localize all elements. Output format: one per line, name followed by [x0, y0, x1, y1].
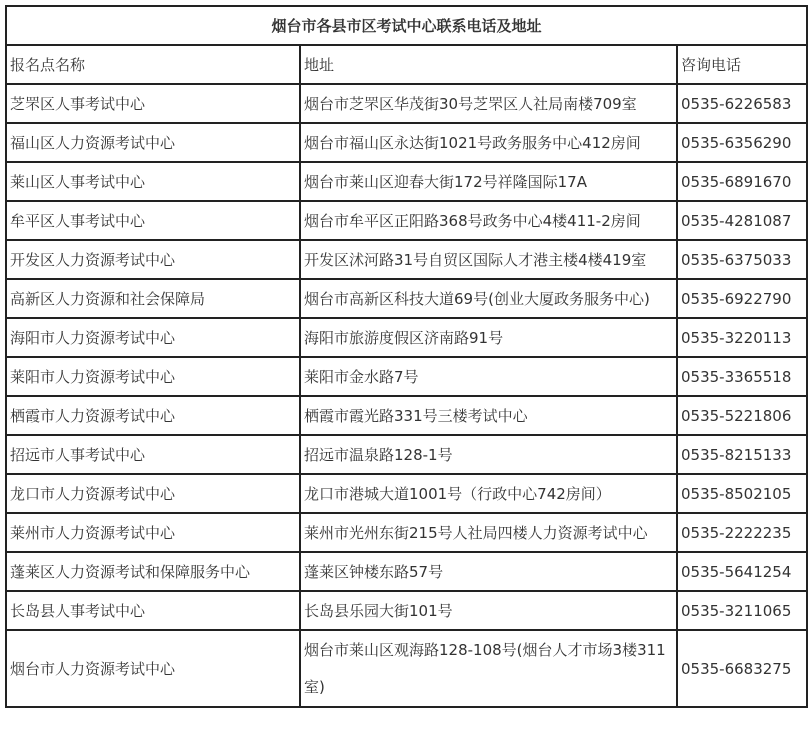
center-phone: 0535-2222235	[677, 513, 807, 552]
center-address: 栖霞市霞光路331号三楼考试中心	[300, 396, 677, 435]
table-row	[6, 435, 807, 474]
table-row	[6, 591, 807, 630]
center-phone: 0535-6356290	[677, 123, 807, 162]
center-address: 蓬莱区钟楼东路57号	[300, 552, 677, 591]
center-name: 莱山区人事考试中心	[6, 162, 300, 201]
center-name: 烟台市人力资源考试中心	[6, 630, 300, 707]
table-row	[6, 201, 807, 240]
center-phone: 0535-6922790	[677, 279, 807, 318]
center-phone: 0535-5221806	[677, 396, 807, 435]
center-address: 招远市温泉路128-1号	[300, 435, 677, 474]
table-row	[6, 279, 807, 318]
center-phone: 0535-6683275	[677, 630, 807, 707]
center-name: 莱州市人力资源考试中心	[6, 513, 300, 552]
center-address: 烟台市芝罘区华茂街30号芝罘区人社局南楼709室	[300, 84, 677, 123]
center-address: 莱阳市金水路7号	[300, 357, 677, 396]
center-address: 莱州市光州东街215号人社局四楼人力资源考试中心	[300, 513, 677, 552]
center-address: 海阳市旅游度假区济南路91号	[300, 318, 677, 357]
center-name: 福山区人力资源考试中心	[6, 123, 300, 162]
table-row	[6, 240, 807, 279]
table-row	[6, 162, 807, 201]
table-row	[6, 396, 807, 435]
table-row	[6, 552, 807, 591]
center-name: 龙口市人力资源考试中心	[6, 474, 300, 513]
center-name: 莱阳市人力资源考试中心	[6, 357, 300, 396]
center-name: 牟平区人事考试中心	[6, 201, 300, 240]
table-row	[6, 630, 807, 707]
center-name: 栖霞市人力资源考试中心	[6, 396, 300, 435]
table-row	[6, 474, 807, 513]
center-phone: 0535-6226583	[677, 84, 807, 123]
center-phone: 0535-4281087	[677, 201, 807, 240]
center-name: 芝罘区人事考试中心	[6, 84, 300, 123]
table-row	[6, 513, 807, 552]
table-row	[6, 318, 807, 357]
center-address: 龙口市港城大道1001号（行政中心742房间）	[300, 474, 677, 513]
header-phone: 咨询电话	[677, 45, 807, 84]
center-phone: 0535-8502105	[677, 474, 807, 513]
center-address: 烟台市牟平区正阳路368号政务中心4楼411-2房间	[300, 201, 677, 240]
center-phone: 0535-5641254	[677, 552, 807, 591]
center-address: 烟台市莱山区观海路128-108号(烟台人才市场3楼311室)	[300, 630, 677, 707]
table-row	[6, 123, 807, 162]
table-row	[6, 357, 807, 396]
table-row	[6, 84, 807, 123]
table-title: 烟台市各县市区考试中心联系电话及地址	[6, 6, 807, 45]
center-address: 烟台市莱山区迎春大街172号祥隆国际17A	[300, 162, 677, 201]
center-name: 长岛县人事考试中心	[6, 591, 300, 630]
center-name: 开发区人力资源考试中心	[6, 240, 300, 279]
center-address: 长岛县乐园大街101号	[300, 591, 677, 630]
center-phone: 0535-3365518	[677, 357, 807, 396]
center-phone: 0535-3220113	[677, 318, 807, 357]
center-name: 招远市人事考试中心	[6, 435, 300, 474]
center-phone: 0535-6375033	[677, 240, 807, 279]
exam-center-contact-table	[5, 5, 808, 708]
header-name: 报名点名称	[6, 45, 300, 84]
center-name: 海阳市人力资源考试中心	[6, 318, 300, 357]
center-phone: 0535-8215133	[677, 435, 807, 474]
center-phone: 0535-6891670	[677, 162, 807, 201]
center-address: 烟台市高新区科技大道69号(创业大厦政务服务中心)	[300, 279, 677, 318]
header-row	[6, 45, 807, 84]
center-phone: 0535-3211065	[677, 591, 807, 630]
center-name: 蓬莱区人力资源考试和保障服务中心	[6, 552, 300, 591]
header-address: 地址	[300, 45, 677, 84]
center-address: 烟台市福山区永达街1021号政务服务中心412房间	[300, 123, 677, 162]
title-row	[6, 6, 807, 45]
center-address: 开发区沭河路31号自贸区国际人才港主楼4楼419室	[300, 240, 677, 279]
center-name: 高新区人力资源和社会保障局	[6, 279, 300, 318]
